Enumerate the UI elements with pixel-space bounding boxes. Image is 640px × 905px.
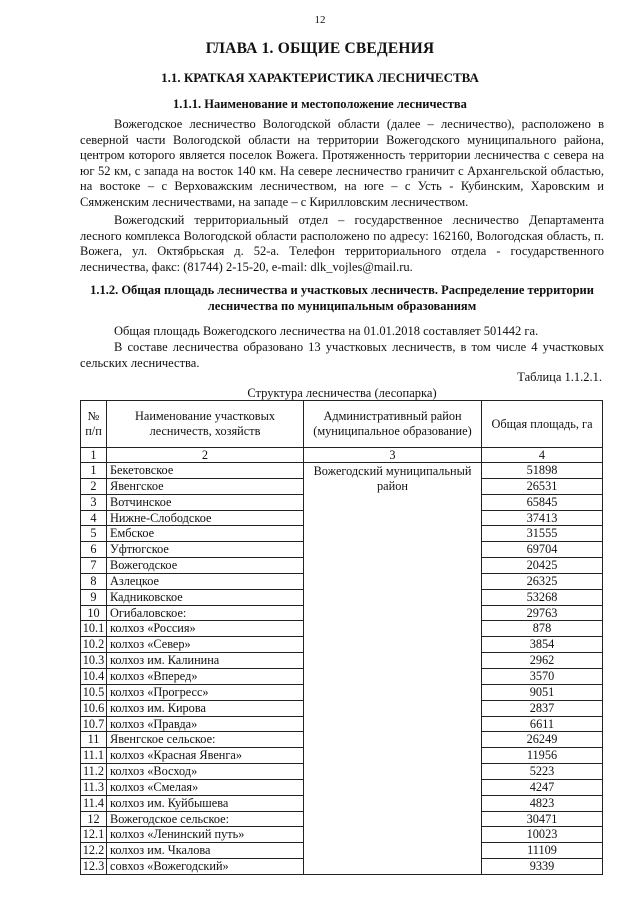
row-number: 11: [81, 732, 107, 748]
row-number: 10.2: [81, 637, 107, 653]
section-title: 1.1. КРАТКАЯ ХАРАКТЕРИСТИКА ЛЕСНИЧЕСТВА: [161, 70, 479, 85]
row-area: 4247: [482, 779, 603, 795]
row-number: 10.7: [81, 716, 107, 732]
row-name: колхоз «Север»: [107, 637, 304, 653]
table-row: [81, 463, 603, 479]
row-number: 10.4: [81, 668, 107, 684]
header-name: Наименование участковых лесничеств, хозяйств: [107, 401, 304, 448]
header-area: Общая площадь, га: [482, 401, 603, 448]
row-area: 6611: [482, 716, 603, 732]
column-number: 4: [482, 448, 603, 463]
row-area: 69704: [482, 542, 603, 558]
chapter-title: ГЛАВА 1. ОБЩИЕ СВЕДЕНИЯ: [205, 40, 435, 57]
row-name: Азлецкое: [107, 573, 304, 589]
row-number: 8: [81, 573, 107, 589]
row-name: колхоз «Россия»: [107, 621, 304, 637]
row-number: 4: [81, 510, 107, 526]
row-area: 9339: [482, 859, 603, 875]
column-number-row: [81, 448, 603, 463]
table-title: Структура лесничества (лесопарка): [247, 386, 437, 400]
row-name: колхоз им. Чкалова: [107, 843, 304, 859]
row-area: 10023: [482, 827, 603, 843]
row-number: 11.2: [81, 764, 107, 780]
row-number: 5: [81, 526, 107, 542]
row-number: 1: [81, 463, 107, 479]
row-area: 3854: [482, 637, 603, 653]
row-name: колхоз «Ленинский путь»: [107, 827, 304, 843]
row-area: 9051: [482, 684, 603, 700]
row-number: 6: [81, 542, 107, 558]
row-name: колхоз «Вперед»: [107, 668, 304, 684]
total-area-paragraph: Общая площадь Вожегодского лесничества на 01.01.2018 составляет 501442 га.: [114, 324, 539, 338]
row-name: Кадниковское: [107, 589, 304, 605]
row-number: 3: [81, 494, 107, 510]
column-number: 2: [107, 448, 304, 463]
location-paragraph: Вожегодское лесничество Вологодской области (далее – лесничество), расположено в северной части Вологодской области на территории Вожегодского муниципального района, центром которого является поселок Вожега. Протяженность территории лесничества с севера на юг 52 км, с запада на восток 140 км. На севере лесничество граничит с Архангельской областью, на востоке – с Верховажским лесничеством, на юге – с Усть - Кубинским, Харовским и Сямженским лесничествами, на западе – с Кирилловским лесничеством.: [80, 117, 604, 209]
row-area: 5223: [482, 764, 603, 780]
row-name: колхоз «Прогресс»: [107, 684, 304, 700]
row-area: 20425: [482, 558, 603, 574]
row-area: 26531: [482, 478, 603, 494]
header-number: № п/п: [81, 401, 107, 448]
row-name: колхоз им. Куйбышева: [107, 795, 304, 811]
row-name: Явенгское: [107, 478, 304, 494]
row-name: Огибаловское:: [107, 605, 304, 621]
row-name: Бекетовское: [107, 463, 304, 479]
row-area: 53268: [482, 589, 603, 605]
row-name: Нижне-Слободское: [107, 510, 304, 526]
table-body: [81, 463, 603, 875]
column-number: 3: [304, 448, 482, 463]
row-number: 11.3: [81, 779, 107, 795]
row-area: 29763: [482, 605, 603, 621]
row-number: 12.3: [81, 859, 107, 875]
forestry-structure-table: [80, 400, 603, 875]
row-name: колхоз «Восход»: [107, 764, 304, 780]
table-label: Таблица 1.1.2.1.: [517, 370, 602, 384]
row-name: совхоз «Вожегодский»: [107, 859, 304, 875]
row-area: 26325: [482, 573, 603, 589]
row-name: Вотчинское: [107, 494, 304, 510]
row-area: 65845: [482, 494, 603, 510]
row-number: 10.1: [81, 621, 107, 637]
row-area: 26249: [482, 732, 603, 748]
row-name: Вожегодское сельское:: [107, 811, 304, 827]
subsection-2-title: 1.1.2. Общая площадь лесничества и участковых лесничеств. Распределение территории лесничества по муниципальным образованиям: [90, 283, 594, 313]
row-number: 11.1: [81, 748, 107, 764]
row-number: 10.3: [81, 653, 107, 669]
row-area: 51898: [482, 463, 603, 479]
row-name: Уфтюгское: [107, 542, 304, 558]
office-paragraph: Вожегодский территориальный отдел – государственное лесничество Департамента лесного комплекса Вологодской области расположено по адресу: 162160, Вологодская область, п. Вожега, ул. Октябрьская д. 52-а. Телефон территориального отдела - государственного лесничества, факс: (81744) 2-15-20, e-mail: dlk_vojles@mail.ru.: [80, 213, 604, 274]
row-name: колхоз им. Кирова: [107, 700, 304, 716]
page-number: 12: [314, 14, 326, 26]
table-header-row: [81, 401, 603, 448]
row-number: 7: [81, 558, 107, 574]
row-number: 11.4: [81, 795, 107, 811]
header-district: Административный район (муниципальное образование): [304, 401, 482, 448]
row-number: 9: [81, 589, 107, 605]
row-name: Ембское: [107, 526, 304, 542]
row-area: 2962: [482, 653, 603, 669]
row-name: Явенгское сельское:: [107, 732, 304, 748]
row-name: Вожегодское: [107, 558, 304, 574]
row-area: 11109: [482, 843, 603, 859]
column-number: 1: [81, 448, 107, 463]
subsection-title: 1.1.1. Наименование и местоположение лесничества: [173, 97, 467, 111]
row-number: 10.6: [81, 700, 107, 716]
row-area: 2837: [482, 700, 603, 716]
row-area: 3570: [482, 668, 603, 684]
row-number: 12: [81, 811, 107, 827]
row-name: колхоз «Смелая»: [107, 779, 304, 795]
row-area: 878: [482, 621, 603, 637]
row-name: колхоз «Правда»: [107, 716, 304, 732]
row-number: 2: [81, 478, 107, 494]
row-area: 31555: [482, 526, 603, 542]
row-number: 12.2: [81, 843, 107, 859]
row-area: 11956: [482, 748, 603, 764]
composition-paragraph: В составе лесничества образовано 13 участковых лесничеств, в том числе 4 участковых сельских лесничества.: [80, 340, 604, 370]
district-cell: Вожегодский муниципальный район: [304, 463, 482, 875]
row-area: 37413: [482, 510, 603, 526]
row-name: колхоз «Красная Явенга»: [107, 748, 304, 764]
row-number: 12.1: [81, 827, 107, 843]
row-number: 10: [81, 605, 107, 621]
row-area: 30471: [482, 811, 603, 827]
row-area: 4823: [482, 795, 603, 811]
row-name: колхоз им. Калинина: [107, 653, 304, 669]
row-number: 10.5: [81, 684, 107, 700]
